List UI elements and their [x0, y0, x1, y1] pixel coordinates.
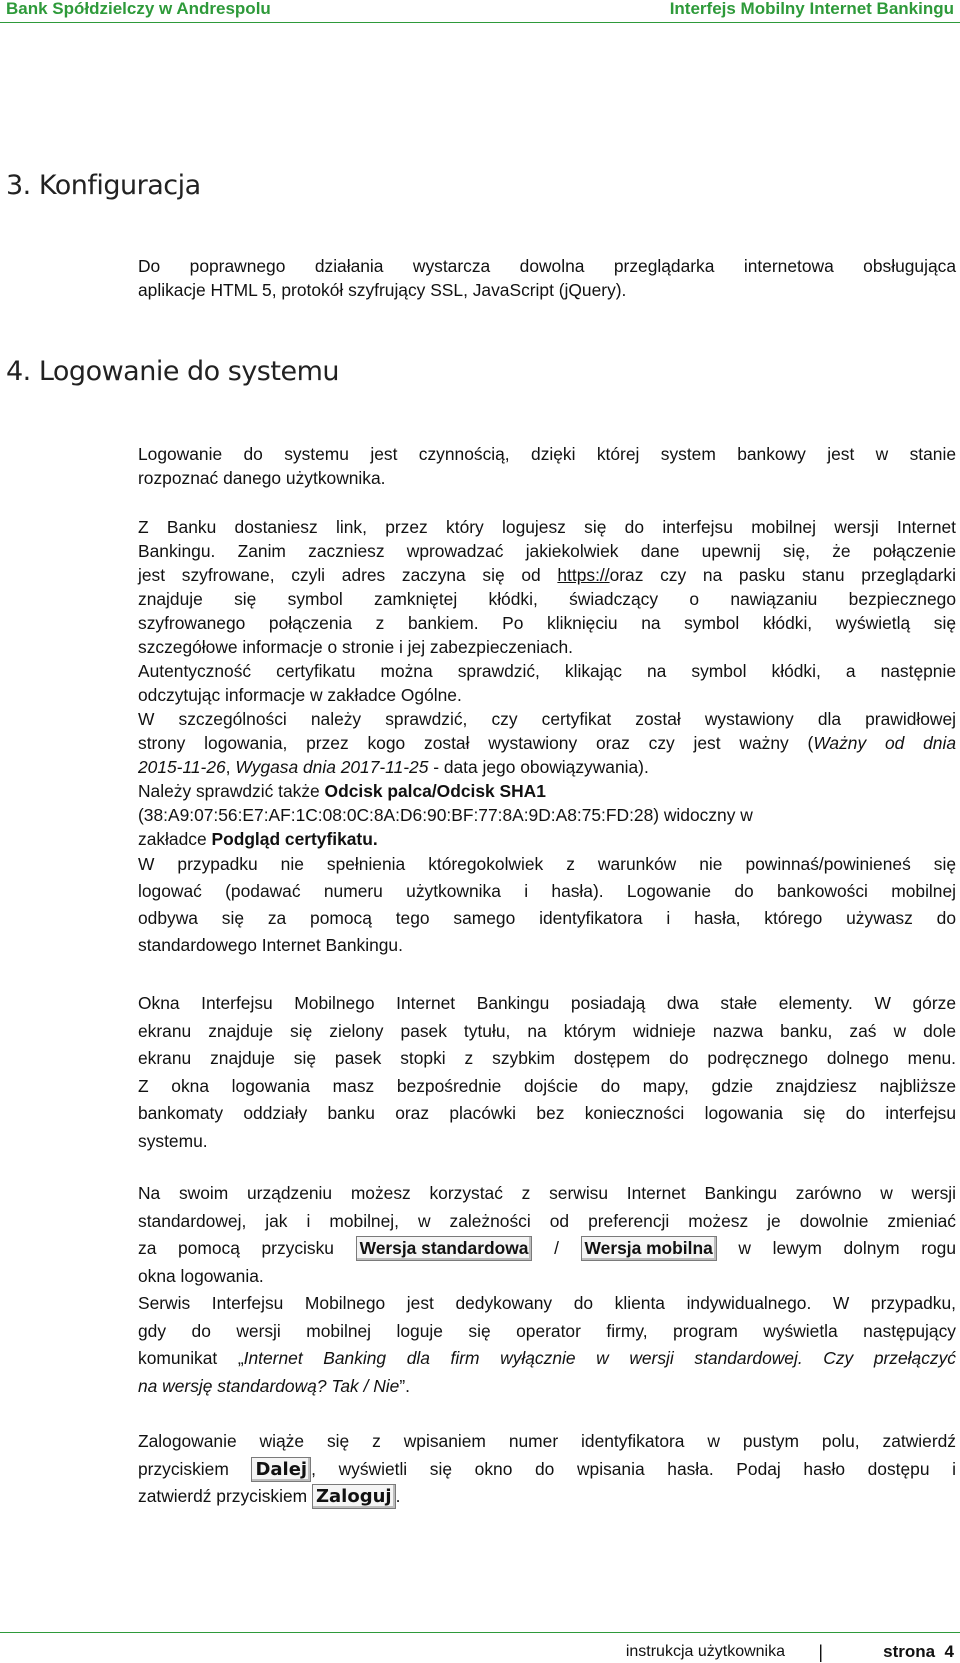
- text-line: przyciskiem Dalej , wyświetli się okno do wpisania hasła. Podaj hasło dostępu i: [138, 1458, 956, 1480]
- bank-name: Bank Spółdzielczy w Andrespolu: [6, 0, 271, 18]
- section-title-logowanie: 4. Logowanie do systemu: [6, 356, 339, 387]
- text-line: okna logowania.: [138, 1265, 264, 1286]
- text-line: logować (podawać numeru użytkownika i hasła). Logowanie do bankowości mobilnej: [138, 881, 956, 901]
- text-line: W przypadku nie spełnienia któregokolwiek z warunków nie powinnaś/powinieneś się: [138, 854, 956, 874]
- paragraph-certificate-check: [138, 515, 956, 959]
- text-line: Serwis Interfejsu Mobilnego jest dedykowany do klienta indywidualnego. W przypadku,: [138, 1293, 956, 1313]
- standard-version-button[interactable]: Wersja standardowa: [356, 1236, 533, 1261]
- page-header: [0, 0, 960, 23]
- text-line: standardowego Internet Bankingu.: [138, 935, 403, 955]
- text-line: 2015-11-26, Wygasa dnia 2017-11-25 - data jego obowiązywania).: [138, 757, 649, 777]
- text-line: (38:A9:07:56:E7:AF:1C:08:0C:8A:D6:90:BF:77:8A:9D:A8:75:FD:28) widoczny w: [138, 805, 753, 825]
- text-line: szczegółowe informacje o stronie i jej zabezpieczeniach.: [138, 637, 573, 657]
- text-line: gdy do wersji mobilnej loguje się operator firmy, program wyświetla następujący: [138, 1320, 956, 1341]
- text-line: Bankingu. Zanim zaczniesz wprowadzać jakiekolwiek dane upewnij się, że połączenie: [138, 541, 956, 561]
- text-line: Należy sprawdzić także Odcisk palca/Odcisk SHA1: [138, 781, 546, 801]
- document-title: Interfejs Mobilny Internet Bankingu: [669, 0, 954, 18]
- page-number: strona 4: [883, 1642, 954, 1661]
- https-link[interactable]: https://: [557, 565, 610, 585]
- text-line: Z Banku dostaniesz link, przez który logujesz się do interfejsu mobilnej wersji Internet: [138, 517, 956, 537]
- text-line: Okna Interfejsu Mobilnego Internet Bankingu posiadają dwa stałe elementy. W górze: [138, 993, 956, 1013]
- text-line: odczytując informacje w zakładce Ogólne.: [138, 685, 462, 705]
- paragraph-logowanie-intro: [138, 442, 956, 490]
- text-line: Autentyczność certyfikatu można sprawdzić, klikając na symbol kłódki, a następnie: [138, 661, 956, 681]
- text-line: odbywa się za pomocą tego samego identyfikatora i hasła, którego używasz do: [138, 908, 956, 928]
- text-line: zatwierdź przyciskiem Zaloguj .: [138, 1486, 401, 1507]
- text-line: Do poprawnego działania wystarcza dowolna przeglądarka internetowa obsługująca: [138, 256, 956, 276]
- text-line: za pomocą przycisku Wersja standardowa / Wersja mobilna w lewym dolnym rogu: [138, 1235, 956, 1263]
- text-line: systemu.: [138, 1130, 208, 1151]
- text-line: ekranu znajduje się zielony pasek tytułu, na którym widnieje nazwa banku, zaś w dole: [138, 1020, 956, 1041]
- text-line: aplikacje HTML 5, protokół szyfrujący SSL, JavaScript (jQuery).: [138, 280, 627, 300]
- text-line: strony logowania, przez kogo został wystawiony oraz czy jest ważny (Ważny od dnia: [138, 733, 956, 753]
- text-line: rozpoznać danego użytkownika.: [138, 468, 386, 488]
- text-line: ekranu znajduje się pasek stopki z szybkim dostępem do podręcznego dolnego menu.: [138, 1048, 956, 1068]
- login-button[interactable]: Zaloguj: [312, 1484, 396, 1509]
- text-line: Logowanie do systemu jest czynnością, dzięki której system bankowy jest w stanie: [138, 444, 956, 464]
- text-line: jest szyfrowane, czyli adres zaczyna się od https://oraz czy na pasku stanu przeglądarki: [138, 565, 956, 585]
- footer-label: instrukcja użytkownika: [625, 1643, 785, 1660]
- text-line: bankomaty oddziały banku oraz placówki bez konieczności logowania się do interfejsu: [138, 1103, 956, 1123]
- text-line: znajduje się symbol zamkniętej kłódki, świadczący o nawiązaniu bezpiecznego: [138, 589, 956, 609]
- mobile-version-button[interactable]: Wersja mobilna: [581, 1236, 717, 1261]
- page-footer: [0, 1632, 960, 1662]
- section-title-konfiguracja: 3. Konfiguracja: [6, 170, 201, 201]
- text-line: na wersję standardową? Tak / Nie”.: [138, 1375, 410, 1396]
- text-line: Zalogowanie wiąże się z wpisaniem numer identyfikatora w pustym polu, zatwierdź: [138, 1431, 956, 1451]
- text-line: W szczególności należy sprawdzić, czy certyfikat został wystawiony dla prawidłowej: [138, 709, 956, 729]
- text-line: szyfrowanego połączenia z bankiem. Po kliknięciu na symbol kłódki, wyświetlą się: [138, 613, 956, 633]
- paragraph-login-steps: [138, 1428, 956, 1511]
- paragraph-window-elements: [138, 990, 956, 1155]
- text-line: Z okna logowania masz bezpośrednie dojście do mapy, gdzie znajdziesz najbliższe: [138, 1075, 956, 1096]
- footer-separator: |: [818, 1642, 823, 1662]
- paragraph-konfiguracja: [138, 254, 956, 302]
- text-line: Na swoim urządzeniu możesz korzystać z serwisu Internet Bankingu zarówno w wersji: [138, 1183, 956, 1203]
- text-line: zakładce Podgląd certyfikatu.: [138, 829, 378, 849]
- next-button[interactable]: Dalej: [251, 1457, 311, 1482]
- paragraph-version-switch: [138, 1180, 956, 1400]
- text-line: komunikat „Internet Banking dla firm wyłącznie w wersji standardowej. Czy przełączyć: [138, 1348, 956, 1368]
- text-line: standardowej, jak i mobilnej, w zależności od preferencji możesz je dowolnie zmieniać: [138, 1210, 956, 1231]
